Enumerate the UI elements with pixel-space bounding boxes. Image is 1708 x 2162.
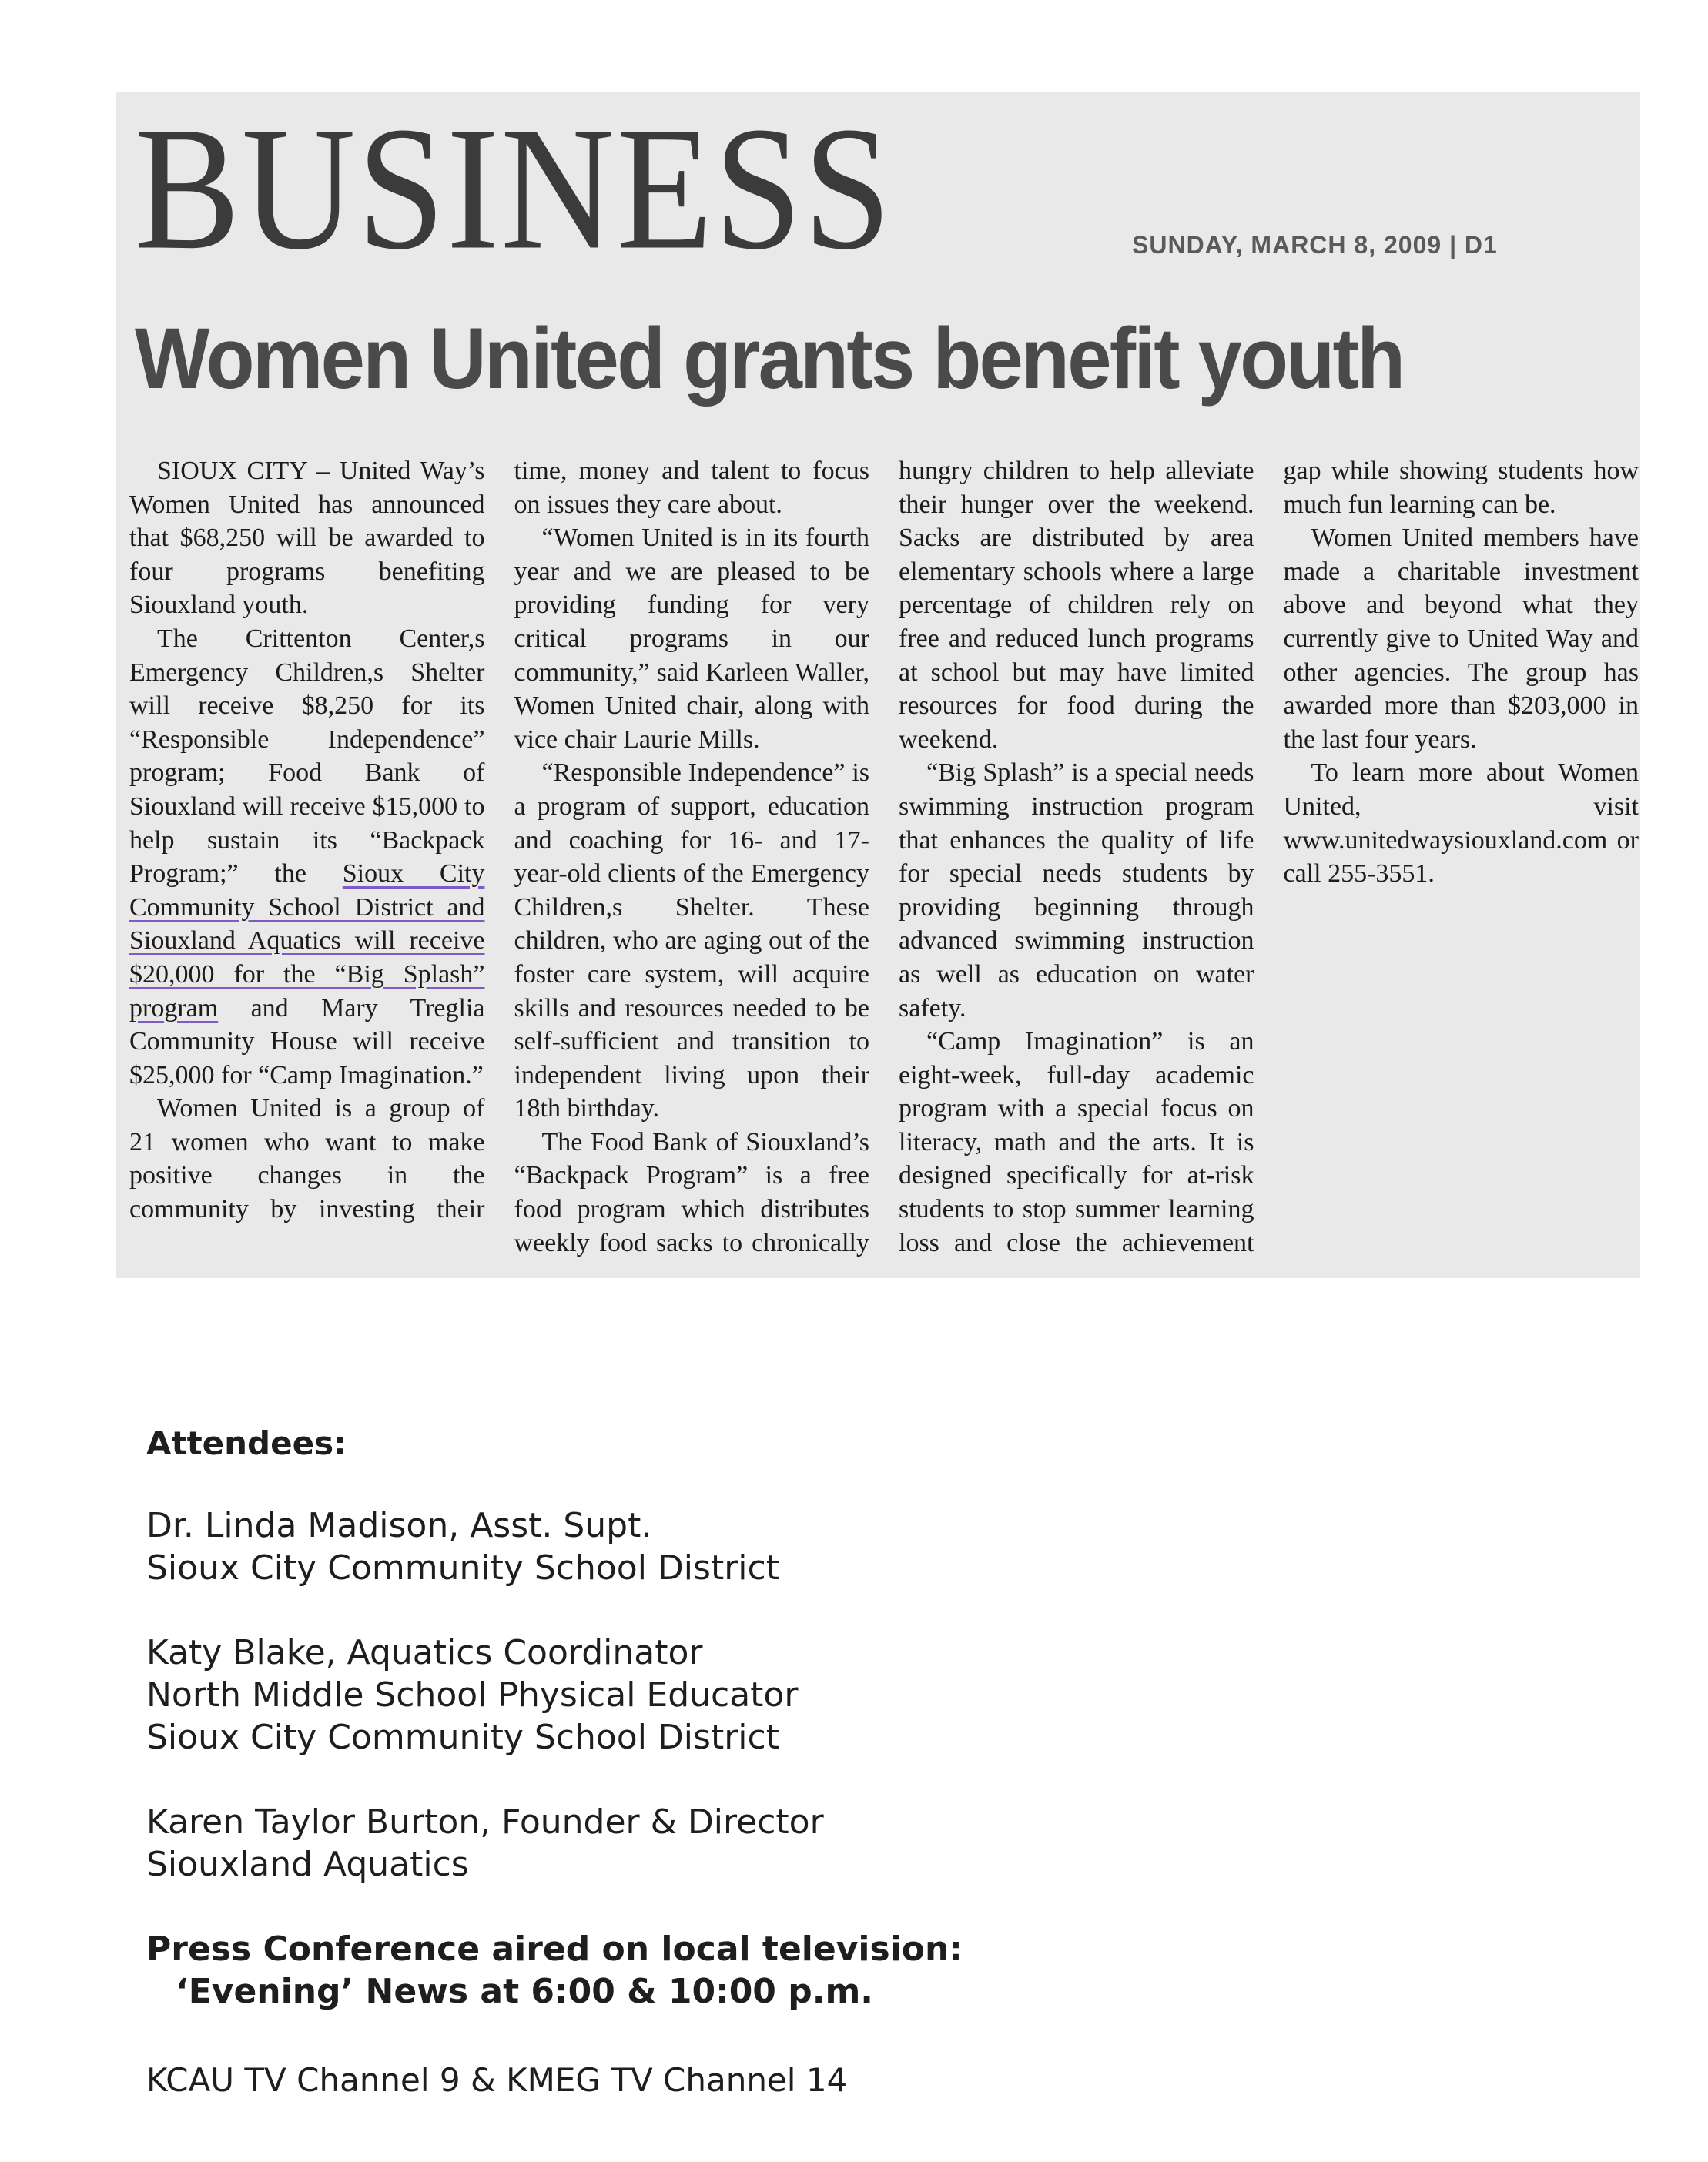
article-text: The Crittenton Center,s Emergency Children,s Shelter will receive $8,250 for its “Responsible Independence” program; Food Bank of Siouxland will receive $15,000 to help sustain its “Backpack Program;” the <box>129 624 485 889</box>
article-paragraph: Women United members have made a charitable investment above and beyond what they currently give to United Way and other agencies. The group has awarded more than $203,000 in the last four years. <box>1283 524 1639 754</box>
highlighted-text: Sioux City Community School District and Siouxland Aquatics will receive $20,000 for the “Big Splash” program <box>129 859 485 1022</box>
article-paragraph: “Camp Imagination” is an eight-week, full-day academic program with a special focus on literacy, math and the arts. It is designed specifically for at-risk students to stop summer learning loss and close the achievement gap while showing students how much fun learning can be. <box>899 457 1639 1257</box>
attendee-name: Katy Blake, Aquatics Coordinator <box>146 1633 703 1672</box>
article-paragraph <box>129 622 485 1092</box>
article-body <box>129 454 1639 1263</box>
dateline: SUNDAY, MARCH 8, 2009 | D1 <box>1132 231 1498 259</box>
attendee-entry <box>146 1801 1224 1886</box>
attendee-name: Dr. Linda Madison, Asst. Supt. <box>146 1506 652 1545</box>
attendee-affiliation: Sioux City Community School District <box>146 1548 779 1588</box>
article-paragraph: To learn more about Women United, visit www.unitedwaysiouxland.com or call 255-3551. <box>1283 758 1639 889</box>
article-paragraph: “Women United is in its fourth year and we are pleased to be providing funding for very critical programs in our community,” said Karleen Waller, Women United chair, along with vice chair Laurie Mills. <box>514 524 869 754</box>
article-text: and Mary Treglia Community House will receive $25,000 for “Camp Imagination.” <box>129 993 485 1089</box>
section-title: BUSINESS <box>135 90 893 286</box>
article-paragraph: “Big Splash” is a special needs swimming instruction program that enhances the quality of life for special needs students by providing beginning through advanced swimming instruction as well as education on water safety. <box>899 758 1254 1022</box>
press-title: Press Conference aired on local television: <box>146 1929 963 1969</box>
press-subtitle: ‘Evening’ News at 6:00 & 10:00 p.m. <box>176 1972 874 2011</box>
attendee-affiliation: Siouxland Aquatics <box>146 1845 469 1884</box>
tv-channels: KCAU TV Channel 9 & KMEG TV Channel 14 <box>146 2061 848 2099</box>
attendees-section <box>146 1424 1224 2101</box>
article-paragraph: “Responsible Independence” is a program of support, education and coaching for 16- and 17-year-old clients of the Emergency Children,s Shelter. These children, who are aging out of the foster care system, will acquire skills and resources needed to be self-sufficient and transition to independent living upon their 18th birthday. <box>514 758 869 1123</box>
article-paragraph: SIOUX CITY – United Way’s Women United has announced that $68,250 will be awarded to four programs benefiting Siouxland youth. <box>129 457 485 620</box>
attendee-entry <box>146 1632 1224 1759</box>
article-paragraph: Women United is a group of 21 women who want to make positive changes in the community by investing their time, money and talent to focus on issues they care about. <box>129 457 869 1224</box>
attendees-heading: Attendees: <box>146 1424 347 1462</box>
attendee-entry <box>146 1504 1224 1589</box>
attendee-name: Karen Taylor Burton, Founder & Director <box>146 1802 824 1842</box>
attendee-affiliation: Sioux City Community School District <box>146 1718 779 1757</box>
headline: Women United grants benefit youth <box>135 310 1404 407</box>
attendee-affiliation: North Middle School Physical Educator <box>146 1675 799 1715</box>
article-paragraph: The Food Bank of Siouxland’s “Backpack Program” is a free food program which distributes weekly food sacks to chronically hungry children to help alleviate their hunger over the weekend. Sacks are distributed by area elementary schools where a large percentage of children rely on free and reduced lunch programs at school but may have limited resources for food during the weekend. <box>514 457 1254 1257</box>
